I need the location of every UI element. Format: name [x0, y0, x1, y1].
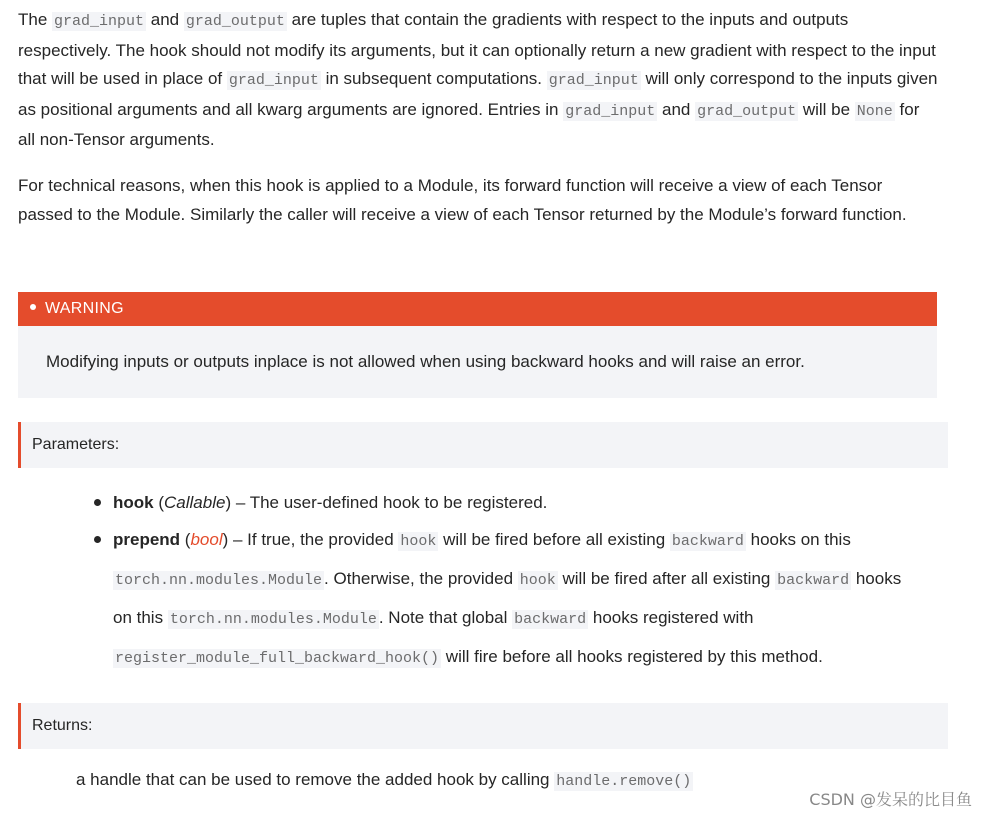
- param-name: prepend: [113, 530, 181, 549]
- text-span: will be fired before all existing: [438, 530, 670, 549]
- parameters-list: [94, 484, 914, 677]
- text-span: will fire before all hooks registered by this method.: [441, 647, 823, 666]
- inline-code: grad_input: [565, 102, 656, 120]
- inline-code: grad_input: [228, 72, 319, 89]
- inline-code: grad_input: [548, 72, 639, 89]
- param-name: hook: [113, 493, 154, 512]
- text-span: a handle that can be used to remove the added hook by calling: [76, 770, 555, 789]
- inline-code: backward: [777, 572, 850, 589]
- text-span: and: [146, 10, 184, 29]
- inline-code: torch.nn.modules.Module: [115, 572, 323, 589]
- bullet-icon: [94, 536, 101, 543]
- returns-description: [76, 766, 693, 796]
- inline-code: grad_output: [185, 13, 285, 30]
- text-span: will be: [798, 99, 855, 119]
- text-span: for all non-Tensor arguments.: [18, 99, 920, 149]
- inline-code: None: [856, 102, 893, 120]
- csdn-watermark: CSDN @发呆的比目鱼: [809, 790, 972, 809]
- text-span: hooks registered with: [588, 608, 754, 627]
- returns-header: Returns:: [18, 703, 948, 749]
- inline-code: hook: [519, 572, 556, 589]
- param-type-link[interactable]: bool: [190, 530, 223, 549]
- param-type: Callable: [164, 493, 226, 512]
- text-span: will only correspond to the inputs given as positional arguments and all kwarg arguments are ignored. Entries in: [18, 69, 938, 119]
- inline-code: backward: [671, 533, 744, 550]
- inline-code: handle.remove(): [556, 773, 692, 790]
- text-span: – If true, the provided: [228, 530, 399, 549]
- inline-code: backward: [514, 611, 587, 628]
- warning-body: Modifying inputs or outputs inplace is not allowed when using backward hooks and will raise an error.: [18, 326, 937, 398]
- inline-code-link[interactable]: register_module_full_backward_hook(): [115, 650, 440, 667]
- inline-code: grad_input: [54, 13, 145, 30]
- hook-description-paragraph: [18, 6, 938, 155]
- inline-code: hook: [400, 533, 437, 550]
- technical-reasons-paragraph: For technical reasons, when this hook is applied to a Module, its forward function will receive a view of each Tensor passed to the Module. Similarly the caller will receive a view of each Tensor returned by the Module’s forward function.: [18, 176, 907, 224]
- text-span: hooks on this: [113, 569, 902, 627]
- text-span: hooks on this: [745, 530, 851, 549]
- parameters-header: Parameters:: [18, 422, 948, 468]
- bullet-icon: [30, 304, 36, 310]
- text-span: . Otherwise, the provided: [324, 569, 518, 588]
- warning-header: [18, 292, 937, 326]
- warning-admonition: [18, 292, 937, 398]
- inline-code: torch.nn.modules.Module: [169, 611, 377, 628]
- text-span: and: [657, 99, 696, 119]
- text-span: will be fired after all existing: [557, 569, 776, 588]
- param-desc: – The user-defined hook to be registered.: [231, 493, 548, 512]
- bullet-icon: [94, 499, 101, 506]
- text-span: . Note that global: [378, 608, 513, 627]
- text-span: The: [18, 10, 53, 29]
- list-item-prepend: prepend (bool) – If true, the provided hook will be fired before all existing backward hooks on this torch.nn.modules.Module . Otherwise, the provided hook will be fired after all existing backward hooks on this torch.nn.modules.Module . Note that global backward hooks registered with register_module_full_backward_hook() will fire before all hooks registered by this method.: [94, 521, 914, 677]
- text-span: in subsequent computations.: [320, 69, 547, 88]
- text-span: are tuples that contain the gradients with respect to the inputs and outputs respectively. The hook should not modify its arguments, but it can optionally return a new gradient with respect to the input that will be used in place of: [18, 10, 936, 88]
- warning-label: WARNING: [45, 300, 124, 317]
- inline-code: grad_output: [697, 102, 797, 120]
- list-item-hook: hook (Callable) – The user-defined hook to be registered.: [94, 484, 914, 521]
